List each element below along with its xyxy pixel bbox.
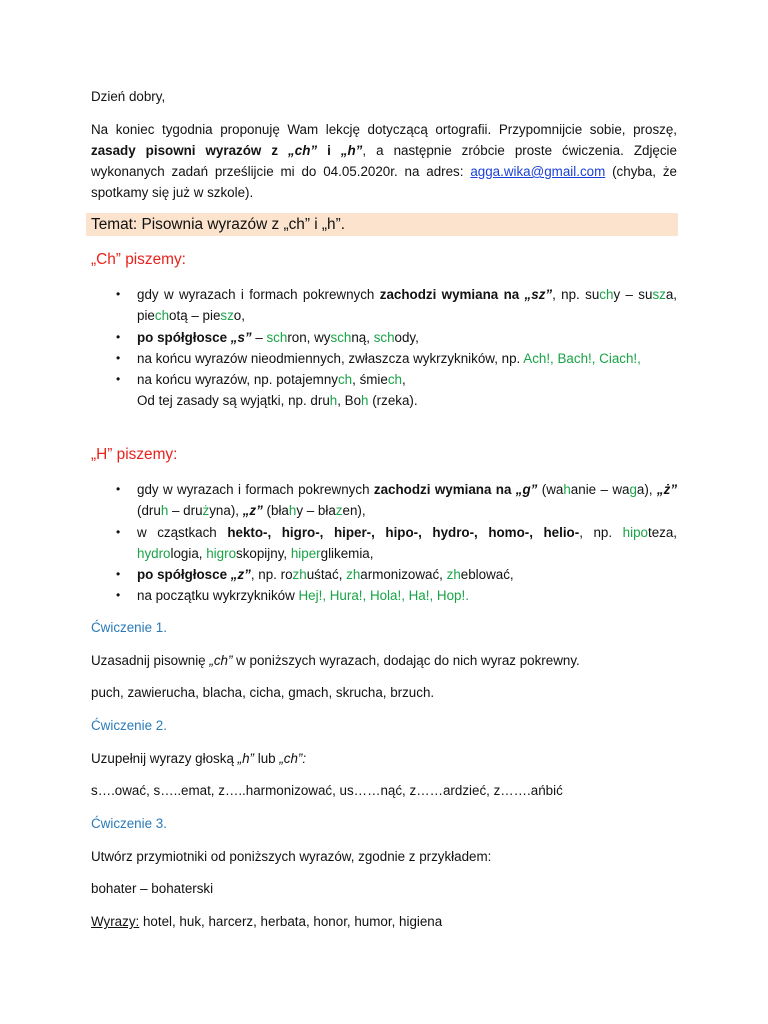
highlight: hipo [622, 524, 648, 540]
item-text: glikemia, [320, 545, 374, 561]
item-bold: po spółgłosce [137, 329, 231, 345]
highlight: g [629, 482, 637, 497]
exercise-3-title: Ćwiczenie 3. [91, 816, 167, 831]
highlight: ch [337, 372, 353, 388]
ch-rules-list [116, 284, 677, 412]
item-text: ną, [351, 329, 374, 345]
item-text: (dru [137, 503, 161, 519]
words-label: Wyrazy: [91, 914, 140, 929]
item-text: gdy w wyrazach i formach pokrewnych [137, 482, 374, 497]
item-z: „z” [242, 503, 263, 519]
list-item [116, 585, 677, 606]
highlight: hydro [137, 545, 171, 561]
intro-bold-and: i [317, 143, 341, 158]
intro-text: Na koniec tygodnia proponuję Wam lekcję dotyczącą ortografii. Przypomnijcie sobie, proszę, [91, 122, 677, 137]
item-text: ron, wy [287, 329, 331, 345]
item-text: – dru [168, 503, 203, 519]
h-section-heading: „H” piszemy: [91, 446, 178, 463]
highlight: zh [346, 567, 361, 583]
highlight: sz [220, 308, 234, 324]
highlight: z [335, 503, 343, 519]
item-bold: zachodzi wymiana na [379, 287, 525, 302]
item-text: w cząstkach [137, 524, 228, 540]
item-text: ody, [394, 329, 419, 345]
intro-text-3: (chyba, że spotkamy się już w szkole). [91, 164, 677, 200]
bullet-icon: • [116, 372, 121, 387]
item-text: a), [636, 482, 657, 497]
bullet-icon: • [116, 287, 121, 301]
highlight: h [563, 482, 571, 497]
item-zh: „ż” [656, 482, 678, 497]
item-text: na końcu wyrazów nieodmiennych, zwłaszcza wykrzykników, np. [137, 350, 524, 366]
item-g: „g” [515, 482, 538, 497]
instr-italic: „h” [237, 751, 254, 766]
highlight: h [288, 503, 297, 519]
item-text: gdy w wyrazach i formach pokrewnych [137, 287, 380, 302]
highlight: Hej!, Hura!, Hola!, Ha!, Hop!. [298, 588, 469, 604]
item-s: „s” [230, 329, 252, 345]
item-text: , np. ro [250, 567, 293, 583]
exercise-1-words: puch, zawierucha, blacha, cicha, gmach, skrucha, brzuch. [91, 685, 435, 700]
item-text: , np. [579, 524, 623, 540]
instr-text: w poniższych wyrazach, dodając do nich wyraz pokrewny. [232, 653, 580, 668]
list-item [116, 522, 677, 565]
item-text: otą – pie [169, 308, 221, 324]
highlight: sz [652, 287, 666, 302]
item-bold: po spółgłosce [137, 567, 231, 583]
item-text: skopijny, [236, 545, 291, 561]
item-text: (bła [262, 503, 289, 519]
highlight: h [361, 393, 369, 409]
item-bold: hekto-, higro-, hiper-, hipo-, hydro-, homo-, helio- [227, 524, 580, 540]
bullet-icon: • [116, 567, 121, 582]
item-text: – [251, 329, 267, 345]
instr-italic: „ch” [209, 653, 233, 668]
item-sz: „sz” [524, 287, 553, 302]
item-text: en), [342, 503, 366, 519]
exercise-1-instruction [91, 650, 677, 671]
highlight: ch [599, 287, 614, 302]
exercise-2-title: Ćwiczenie 2. [91, 718, 167, 733]
highlight: sch [373, 329, 395, 345]
exercise-3-example: bohater – bohaterski [91, 881, 214, 896]
item-text: Od tej zasady są wyjątki, np. dru [137, 393, 330, 409]
item-text: na początku wykrzykników [137, 588, 299, 604]
greeting: Dzień dobry, [91, 89, 166, 104]
intro-text-2: , a następnie zróbcie proste ćwiczenia. Zdjęcie wykonanych zadań prześlijcie mi do 04.05.2020r. na adres: [91, 143, 677, 179]
item-text: eblować, [460, 567, 514, 583]
intro-h: „h” [340, 143, 363, 158]
topic-banner: Temat: Pisownia wyrazów z „ch” i „h”. [86, 213, 678, 236]
item-text: na końcu wyrazów, np. potajemny [137, 372, 338, 388]
highlight: ż [202, 503, 210, 519]
item-text: y – bła [296, 503, 336, 519]
item-bold: zachodzi wymiana na [373, 482, 516, 497]
bullet-icon: • [116, 588, 121, 603]
item-text: , np. su [552, 287, 600, 302]
highlight: zh [446, 567, 461, 583]
exercise-3-instruction: Utwórz przymiotniki od poniższych wyrazów, zgodnie z przykładem: [91, 849, 492, 864]
exercise-1-title: Ćwiczenie 1. [91, 620, 167, 635]
bullet-icon: • [116, 350, 121, 365]
highlight: ch [387, 372, 403, 388]
item-text: y – su [613, 287, 653, 302]
list-item [116, 327, 677, 348]
list-item [116, 369, 677, 412]
item-text: , Bo [337, 393, 362, 409]
item-text: , [402, 372, 406, 388]
item-text: a, pie [137, 287, 677, 324]
highlight: h [329, 393, 338, 409]
highlight: zh [292, 567, 307, 583]
instr-text: Uzasadnij pisownię [91, 653, 210, 668]
item-text: teza, [647, 524, 677, 540]
highlight: h [160, 503, 169, 519]
ch-section-heading: „Ch” piszemy: [91, 251, 186, 268]
bullet-icon: • [116, 329, 121, 344]
item-text: uśtać, [306, 567, 347, 583]
list-item [116, 348, 677, 369]
h-rules-list [116, 479, 677, 607]
intro-bold: zasady pisowni wyrazów z [91, 143, 289, 158]
list-item [116, 564, 677, 585]
intro-paragraph [91, 119, 677, 203]
exercise-2-instruction [91, 748, 677, 769]
email-link[interactable]: agga.wika@gmail.com [470, 164, 606, 179]
intro-ch: „ch” [288, 143, 318, 158]
item-text: yna), [209, 503, 243, 519]
exercise-3-words [91, 911, 677, 932]
highlight: ch [154, 308, 170, 324]
item-text: anie – wa [570, 482, 630, 497]
item-text: (wa [537, 482, 564, 497]
highlight: sch [266, 329, 288, 345]
highlight: Ach!, Bach!, Ciach!, [523, 350, 641, 366]
instr-italic: „ch”: [279, 751, 307, 766]
item-text: (rzeka). [368, 393, 418, 409]
item-text: logia, [170, 545, 207, 561]
item-text: armonizować, [360, 567, 447, 583]
highlight: sch [330, 329, 352, 345]
item-text: o, [233, 308, 245, 324]
words-list: hotel, huk, harcerz, herbata, honor, humor, higiena [139, 914, 443, 929]
item-z: „z” [230, 567, 251, 583]
bullet-icon: • [116, 482, 121, 496]
highlight: hiper [290, 545, 321, 561]
highlight: higro [206, 545, 237, 561]
instr-text: Uzupełnij wyrazy głoską [91, 751, 238, 766]
list-item [116, 479, 677, 522]
bullet-icon: • [116, 524, 121, 539]
list-item [116, 284, 677, 327]
item-text: , śmie [352, 372, 388, 388]
instr-text: lub [254, 751, 280, 766]
exercise-2-words: s….ować, s…..emat, z…..harmonizować, us……nąć, z……ardzieć, z…….ańbić [91, 783, 563, 798]
